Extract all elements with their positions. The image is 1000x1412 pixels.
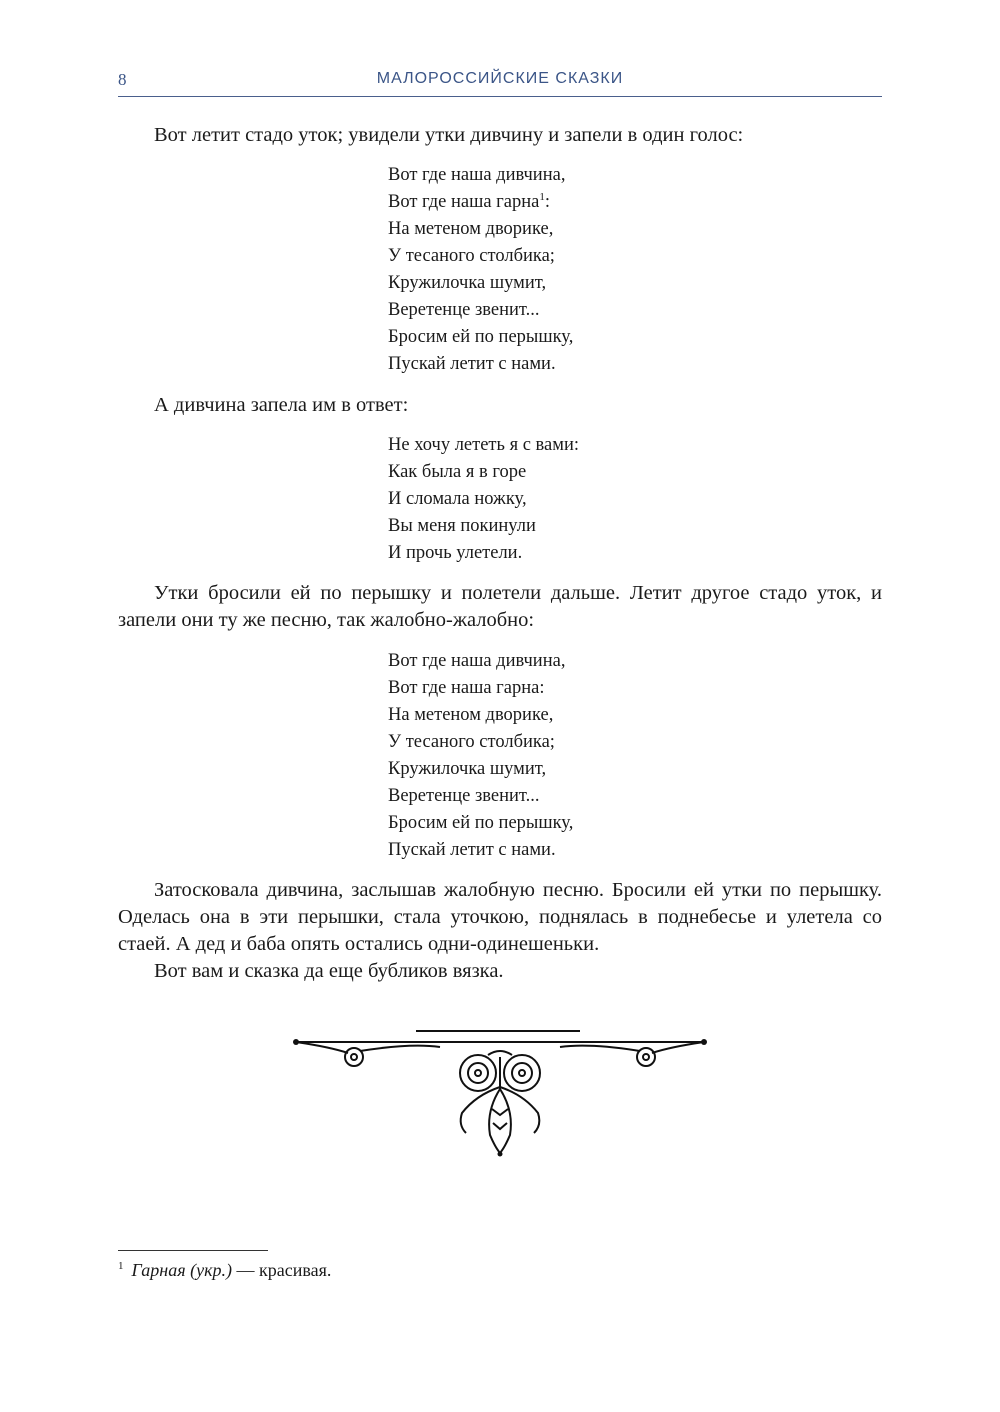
verse-line: И сломала ножку, bbox=[388, 489, 527, 509]
paragraph-1: Вот летит стадо уток; увидели утки дивчину и запели в один голос: bbox=[154, 124, 744, 146]
verse-line: И прочь улетели. bbox=[388, 543, 523, 563]
footnote-reference[interactable]: 1 bbox=[539, 190, 545, 203]
page-number: 8 bbox=[118, 70, 127, 89]
footnote-mark: 1 bbox=[118, 1260, 124, 1272]
verse-line: Вот где наша дивчина, bbox=[388, 651, 566, 671]
verse-line: Вот где наша дивчина, bbox=[388, 165, 566, 185]
verse-line: Кружилочка шумит, bbox=[388, 273, 547, 293]
verse-3 bbox=[388, 648, 573, 864]
verse-line: У тесаного столбика; bbox=[388, 732, 555, 752]
verse-line: Веретенце звенит... bbox=[388, 786, 540, 806]
verse-line: На метеном дворике, bbox=[388, 219, 554, 239]
footnote-separator bbox=[118, 1250, 268, 1251]
verse-1 bbox=[388, 162, 573, 378]
verse-line: Не хочу лететь я с вами: bbox=[388, 435, 579, 455]
verse-line: Вы меня покинули bbox=[388, 516, 536, 536]
verse-line: Бросим ей по перышку, bbox=[388, 813, 574, 833]
running-title: МАЛОРОССИЙСКИЕ СКАЗКИ bbox=[376, 70, 624, 87]
verse-line: На метеном дворике, bbox=[388, 705, 554, 725]
verse-line: Пускай летит с нами. bbox=[388, 354, 556, 374]
decorative-ornament bbox=[290, 1025, 710, 1160]
verse-line: Кружилочка шумит, bbox=[388, 759, 547, 779]
footnote-definition: — красивая. bbox=[236, 1260, 332, 1280]
verse-line: Вот где наша гарна: bbox=[388, 678, 545, 698]
paragraph-2: А дивчина запела им в ответ: bbox=[154, 394, 409, 416]
verse-line: Вот где наша гарна$^1$: bbox=[388, 190, 550, 212]
verse-line: Как была я в горе bbox=[388, 462, 527, 482]
verse-line: Веретенце звенит... bbox=[388, 300, 540, 320]
page-header bbox=[118, 66, 882, 97]
paragraph-5: Вот вам и сказка да еще бубликов вязка. bbox=[154, 960, 504, 982]
paragraph-4: Затосковала дивчина, заслышав жалобную песню. Бросили ей утки по перышку. Оделась она в эти перышки, стала уточкою, поднялась в поднебесье и улетела со стаей. А дед и баба опять остались одни-одинешеньки. bbox=[118, 879, 882, 955]
footnote-term: Гарная bbox=[131, 1260, 186, 1280]
footnote-language: (укр.) bbox=[190, 1260, 232, 1280]
verse-line: Пускай летит с нами. bbox=[388, 840, 556, 860]
verse-line: Бросим ей по перышку, bbox=[388, 327, 574, 347]
footnote bbox=[118, 1260, 331, 1281]
verse-2 bbox=[388, 432, 579, 567]
paragraph-3: Утки бросили ей по перышку и полетели дальше. Летит другое стадо уток, и запели они ту же песню, так жалобно-жалобно: bbox=[118, 582, 882, 631]
verse-line: У тесаного столбика; bbox=[388, 246, 555, 266]
